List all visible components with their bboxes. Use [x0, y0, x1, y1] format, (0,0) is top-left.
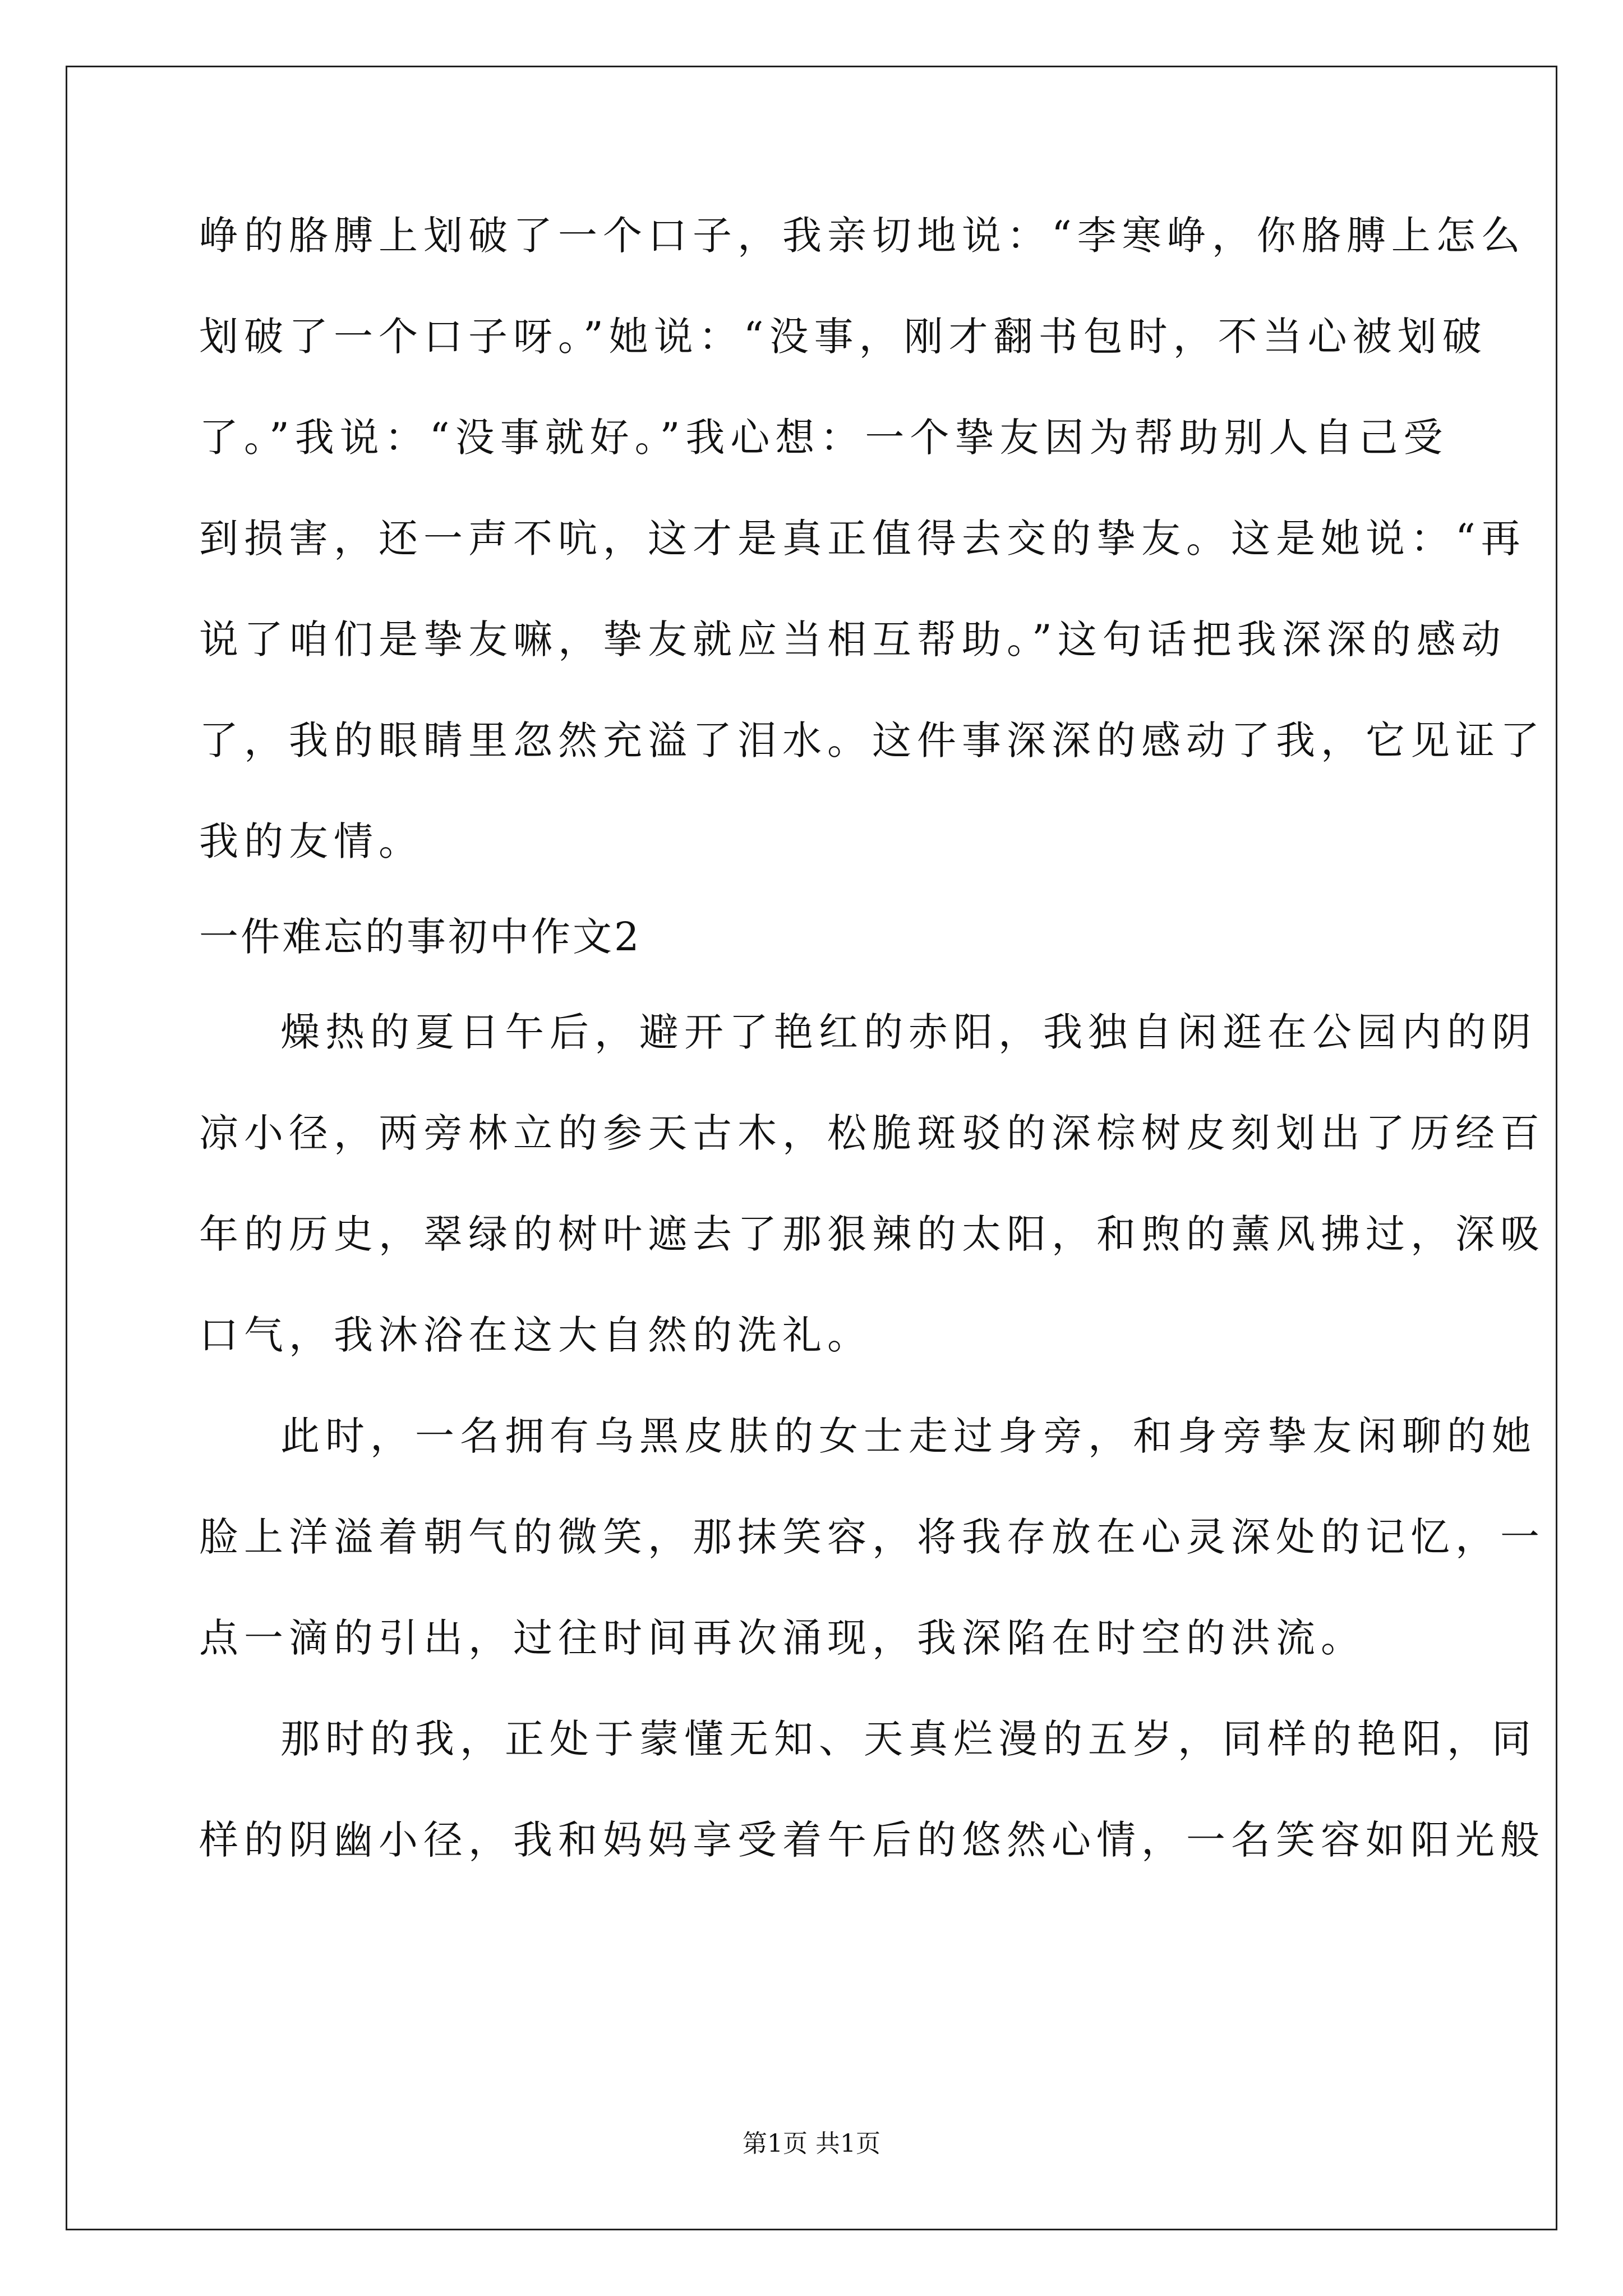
text-line: 凉小径，两旁林立的参天古木，松脆斑驳的深棕树皮刻划出了历经百 — [199, 1110, 1545, 1156]
text-line: 年的历史，翠绿的树叶遮去了那狠辣的太阳，和煦的薰风拂过，深吸 — [199, 1211, 1545, 1257]
text-line: 了，我的眼睛里忽然充溢了泪水。这件事深深的感动了我，它见证了 — [199, 717, 1545, 763]
text-line: 我的友情。 — [199, 818, 423, 864]
text-line: 口气，我沐浴在这大自然的洗礼。 — [199, 1312, 872, 1358]
text-line: 到损害，还一声不吭，这才是真正值得去交的挚友。这是她说：“再 — [199, 516, 1526, 562]
text-line: 样的阴幽小径，我和妈妈享受着午后的悠然心情，一名笑容如阳光般 — [199, 1817, 1545, 1863]
text-line: 点一滴的引出，过往时间再次涌现，我深陷在时空的洪流。 — [199, 1615, 1366, 1661]
text-line: 那时的我，正处于蒙懂无知、天真烂漫的五岁，同样的艳阳，同 — [280, 1716, 1537, 1762]
text-line: 划破了一个口子呀。”她说：“没事，刚才翻书包时，不当心被划破 — [199, 314, 1487, 360]
page-number-footer: 第1页 共1页 — [743, 2129, 880, 2158]
text-line: 了。”我说：“没事就好。”我心想：一个挚友因为帮助别人自己受 — [199, 415, 1449, 461]
text-line: 此时，一名拥有乌黑皮肤的女士走过身旁，和身旁挚友闲聊的她 — [280, 1413, 1537, 1459]
text-line: 脸上洋溢着朝气的微笑，那抹笑容，将我存放在心灵深处的记忆，一 — [199, 1514, 1545, 1560]
section-heading: 一件难忘的事初中作文2 — [199, 914, 642, 960]
text-line: 说了咱们是挚友嘛，挚友就应当相互帮助。”这句话把我深深的感动 — [199, 616, 1506, 662]
text-line: 燥热的夏日午后，避开了艳红的赤阳，我独自闲逛在公园内的阴 — [280, 1009, 1537, 1055]
text-line: 峥的胳膊上划破了一个口子，我亲切地说：“李寒峥，你胳膊上怎么 — [199, 213, 1526, 259]
